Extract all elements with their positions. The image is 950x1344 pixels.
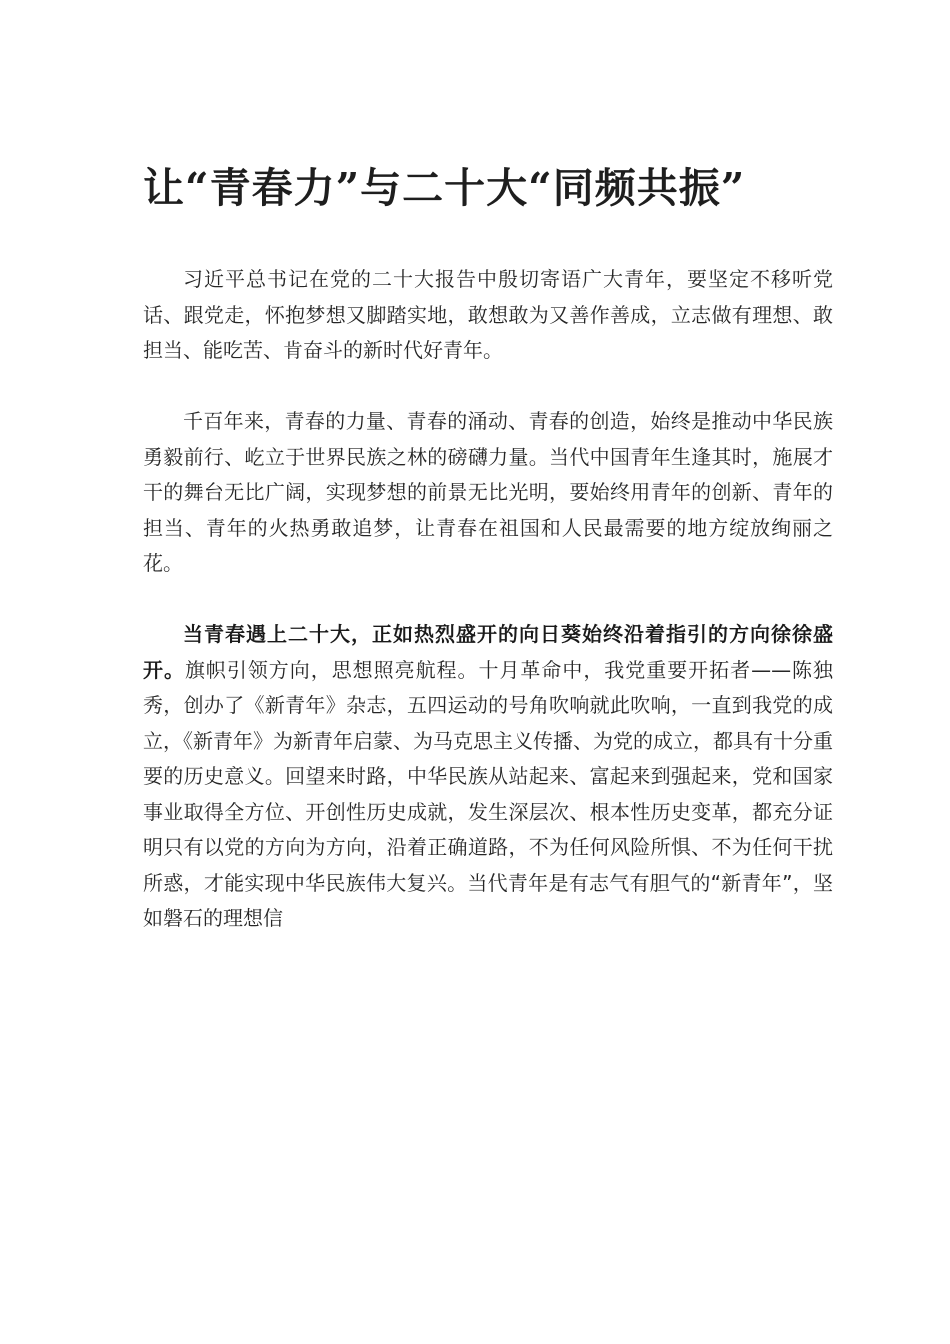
paragraph-3-lead: 当青春遇上二十大，正如热烈盛开的向日葵始终沿着指引的方向徐徐盛开。 [143, 622, 833, 682]
document-body [143, 262, 833, 937]
paragraph-2-text: 千百年来，青春的力量、青春的涌动、青春的创造，始终是推动中华民族勇毅前行、屹立于世界民族之林的磅礴力量。当代中国青年生逢其时，施展才干的舞台无比广阔，实现梦想的前景无比光明，要始终用青年的创新、青年的担当、青年的火热勇敢追梦，让青春在祖国和人民最需要的地方绽放绚丽之花。 [143, 409, 833, 575]
paragraph-3-text: 旗帜引领方向，思想照亮航程。十月革命中，我党重要开拓者——陈独秀，创办了《新青年》杂志，五四运动的号角吹响就此吹响，一直到我党的成立，《新青年》为新青年启蒙、为马克思主义传播、为党的成立，都具有十分重要的历史意义。回望来时路，中华民族从站起来、富起来到强起来，党和国家事业取得全方位、开创性历史成就，发生深层次、根本性历史变革，都充分证明只有以党的方向为方向，沿着正确道路，不为任何风险所惧、不为任何干扰所惑，才能实现中华民族伟大复兴。当代青年是有志气有胆气的“新青年”，坚如磐石的理想信 [143, 657, 834, 930]
paragraph-1-text: 习近平总书记在党的二十大报告中殷切寄语广大青年，要坚定不移听党话、跟党走，怀抱梦想又脚踏实地，敢想敢为又善作善成，立志做有理想、敢担当、能吃苦、肯奋斗的新时代好青年。 [143, 267, 833, 362]
document-title: 让“青春力”与二十大“同频共振” [143, 164, 746, 212]
paragraph-1 [143, 262, 833, 369]
paragraph-3 [143, 617, 833, 937]
paragraph-2 [143, 404, 833, 582]
